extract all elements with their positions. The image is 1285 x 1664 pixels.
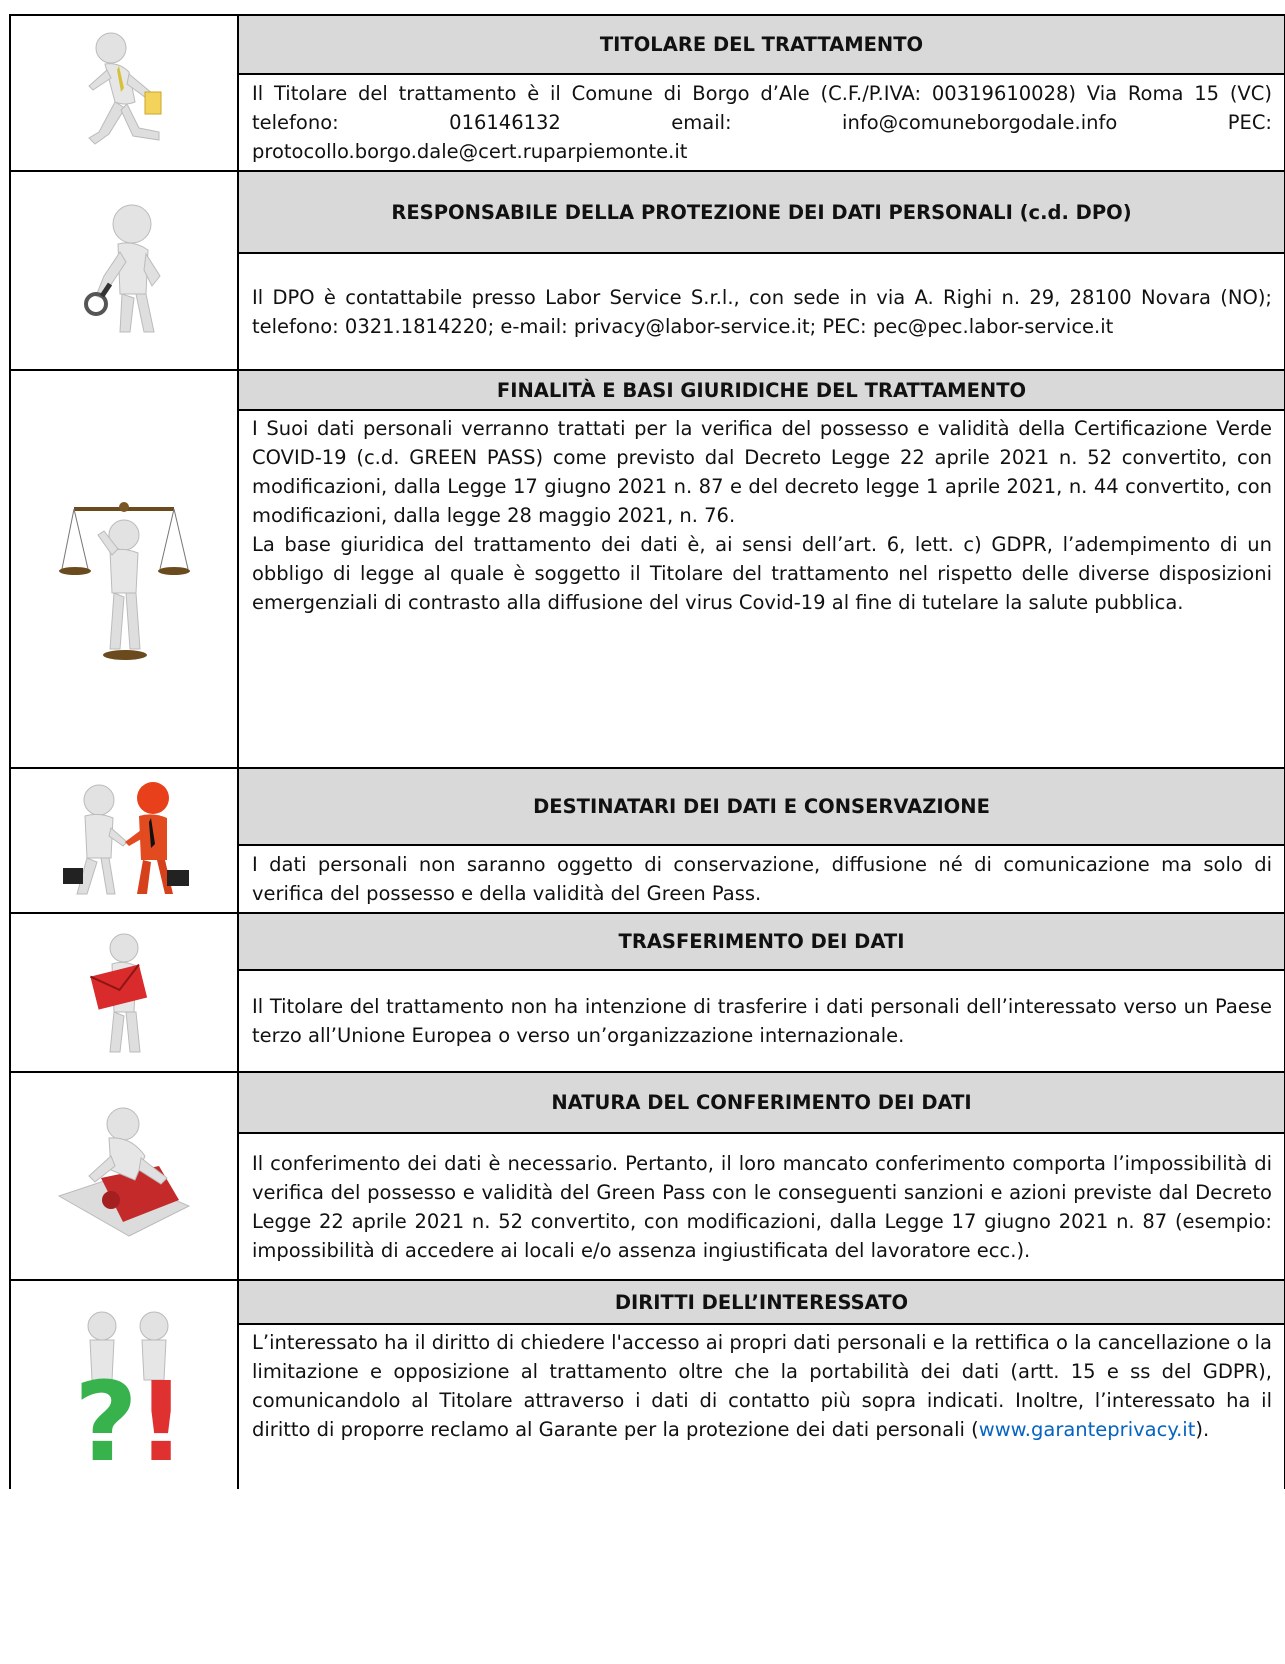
section-body bbox=[239, 75, 1284, 170]
section-finalita bbox=[9, 371, 1285, 769]
image-cell bbox=[11, 16, 239, 170]
section-heading: NATURA DEL CONFERIMENTO DEI DATI bbox=[239, 1073, 1284, 1134]
section-paragraph: Il DPO è contattabile presso Labor Service S.r.l., con sede in via A. Righi n. 29, 28100 Novara (NO); telefono: 0321.1814220; e-mail: privacy@labor-service.it; PEC: pec@pec.labor-service.it bbox=[252, 285, 1272, 338]
svg-text:?: ? bbox=[74, 1358, 138, 1470]
section-body bbox=[239, 846, 1284, 912]
section-heading: TITOLARE DEL TRATTAMENTO bbox=[239, 16, 1284, 75]
man-with-envelope-icon bbox=[74, 928, 174, 1058]
paragraph-text: ). bbox=[1195, 1418, 1210, 1441]
man-with-magnifier-icon bbox=[64, 196, 184, 346]
image-cell bbox=[11, 1281, 239, 1489]
section-paragraph: Il Titolare del trattamento non ha intenzione di trasferire i dati personali dell’interessato verso un Paese terzo all’Unione Europea o verso un’organizzazione internazionale. bbox=[252, 995, 1272, 1047]
section-destinatari bbox=[9, 769, 1285, 914]
question-exclamation-icon bbox=[54, 1300, 194, 1470]
image-cell bbox=[11, 769, 239, 912]
section-paragraph bbox=[252, 1328, 1272, 1444]
walking-man-with-folder-icon bbox=[69, 28, 179, 158]
image-cell bbox=[11, 371, 239, 767]
section-heading: DIRITTI DELL’INTERESSATO bbox=[239, 1281, 1284, 1325]
handshake-icon bbox=[49, 776, 199, 906]
image-cell bbox=[11, 1073, 239, 1279]
section-body bbox=[239, 1325, 1284, 1489]
section-heading: FINALITÀ E BASI GIURIDICHE DEL TRATTAMENTO bbox=[239, 371, 1284, 411]
section-dpo bbox=[9, 172, 1285, 371]
section-paragraph: La base giuridica del trattamento dei dati è, ai sensi dell’art. 6, lett. c) GDPR, l’adempimento di un obbligo di legge al quale è soggetto il Titolare del trattamento nel rispetto delle diverse disposizioni emergenziali di contrasto alla diffusione del virus Covid-19 al fine di tutelare la salute pubblica. bbox=[252, 533, 1272, 614]
image-cell bbox=[11, 172, 239, 369]
section-body bbox=[239, 1134, 1284, 1279]
section-trasferimento bbox=[9, 914, 1285, 1073]
svg-text:!: ! bbox=[136, 1358, 187, 1470]
man-with-puzzle-icon bbox=[49, 1096, 199, 1256]
image-cell bbox=[11, 914, 239, 1071]
section-paragraph: I dati personali non saranno oggetto di conservazione, diffusione né di comunicazione ma solo di verifica del possesso e della validità del Green Pass. bbox=[252, 853, 1272, 905]
section-body bbox=[239, 254, 1284, 369]
section-body bbox=[239, 971, 1284, 1071]
section-paragraph: Il Titolare del trattamento è il Comune di Borgo d’Ale (C.F./P.IVA: 00319610028) Via Roma 15 (VC) telefono: 016146132 email: info@comuneborgodale.info PEC: protocollo.borgo.dale@cert.ruparpiemonte.it bbox=[252, 82, 1272, 163]
section-heading: DESTINATARI DEI DATI E CONSERVAZIONE bbox=[239, 769, 1284, 846]
privacy-notice-table bbox=[9, 14, 1285, 1489]
section-natura bbox=[9, 1073, 1285, 1281]
section-heading: RESPONSABILE DELLA PROTEZIONE DEI DATI PERSONALI (c.d. DPO) bbox=[239, 172, 1284, 254]
section-paragraph: I Suoi dati personali verranno trattati per la verifica del possesso e validità della Certificazione Verde COVID-19 (c.d. GREEN PASS) come previsto dal Decreto Legge 22 aprile 2021 n. 52 convertito, con modificazioni, dalla Legge 17 giugno 2021 n. 87 e del decreto legge 1 aprile 2021, n. 44 convertito, con modificazioni, dalla legge 28 maggio 2021, n. 76. bbox=[252, 417, 1272, 527]
section-paragraph: Il conferimento dei dati è necessario. Pertanto, il loro mancato conferimento comporta l’impossibilità di verifica del possesso e validità del Green Pass con le conseguenti sanzioni e azioni previste dal Decreto Legge 22 aprile 2021 n. 52 convertito, con modificazioni, dalla Legge 17 giugno 2021 n. 87 (esempio: impossibilità di accedere ai locali e/o assenza ingiustificata del lavoratore ecc.). bbox=[252, 1151, 1272, 1262]
garante-privacy-link[interactable]: www.garanteprivacy.it bbox=[978, 1418, 1196, 1441]
section-titolare bbox=[9, 14, 1285, 172]
section-diritti bbox=[9, 1281, 1285, 1489]
man-with-scales-icon bbox=[54, 469, 194, 669]
paragraph-text: L’interessato ha il diritto di chiedere l'accesso ai propri dati personali e la rettifica o la cancellazione o la limitazione e opposizione al trattamento oltre che la portabilità dei dati (artt. 15 e ss del GDPR), comunicandolo al Titolare attraverso i dati di contatto più sopra indicati. Inoltre, l’interessato ha il diritto di proporre reclamo al Garante per la protezione dei dati personali ( bbox=[252, 1331, 1272, 1441]
section-body bbox=[239, 411, 1284, 767]
section-heading: TRASFERIMENTO DEI DATI bbox=[239, 914, 1284, 971]
